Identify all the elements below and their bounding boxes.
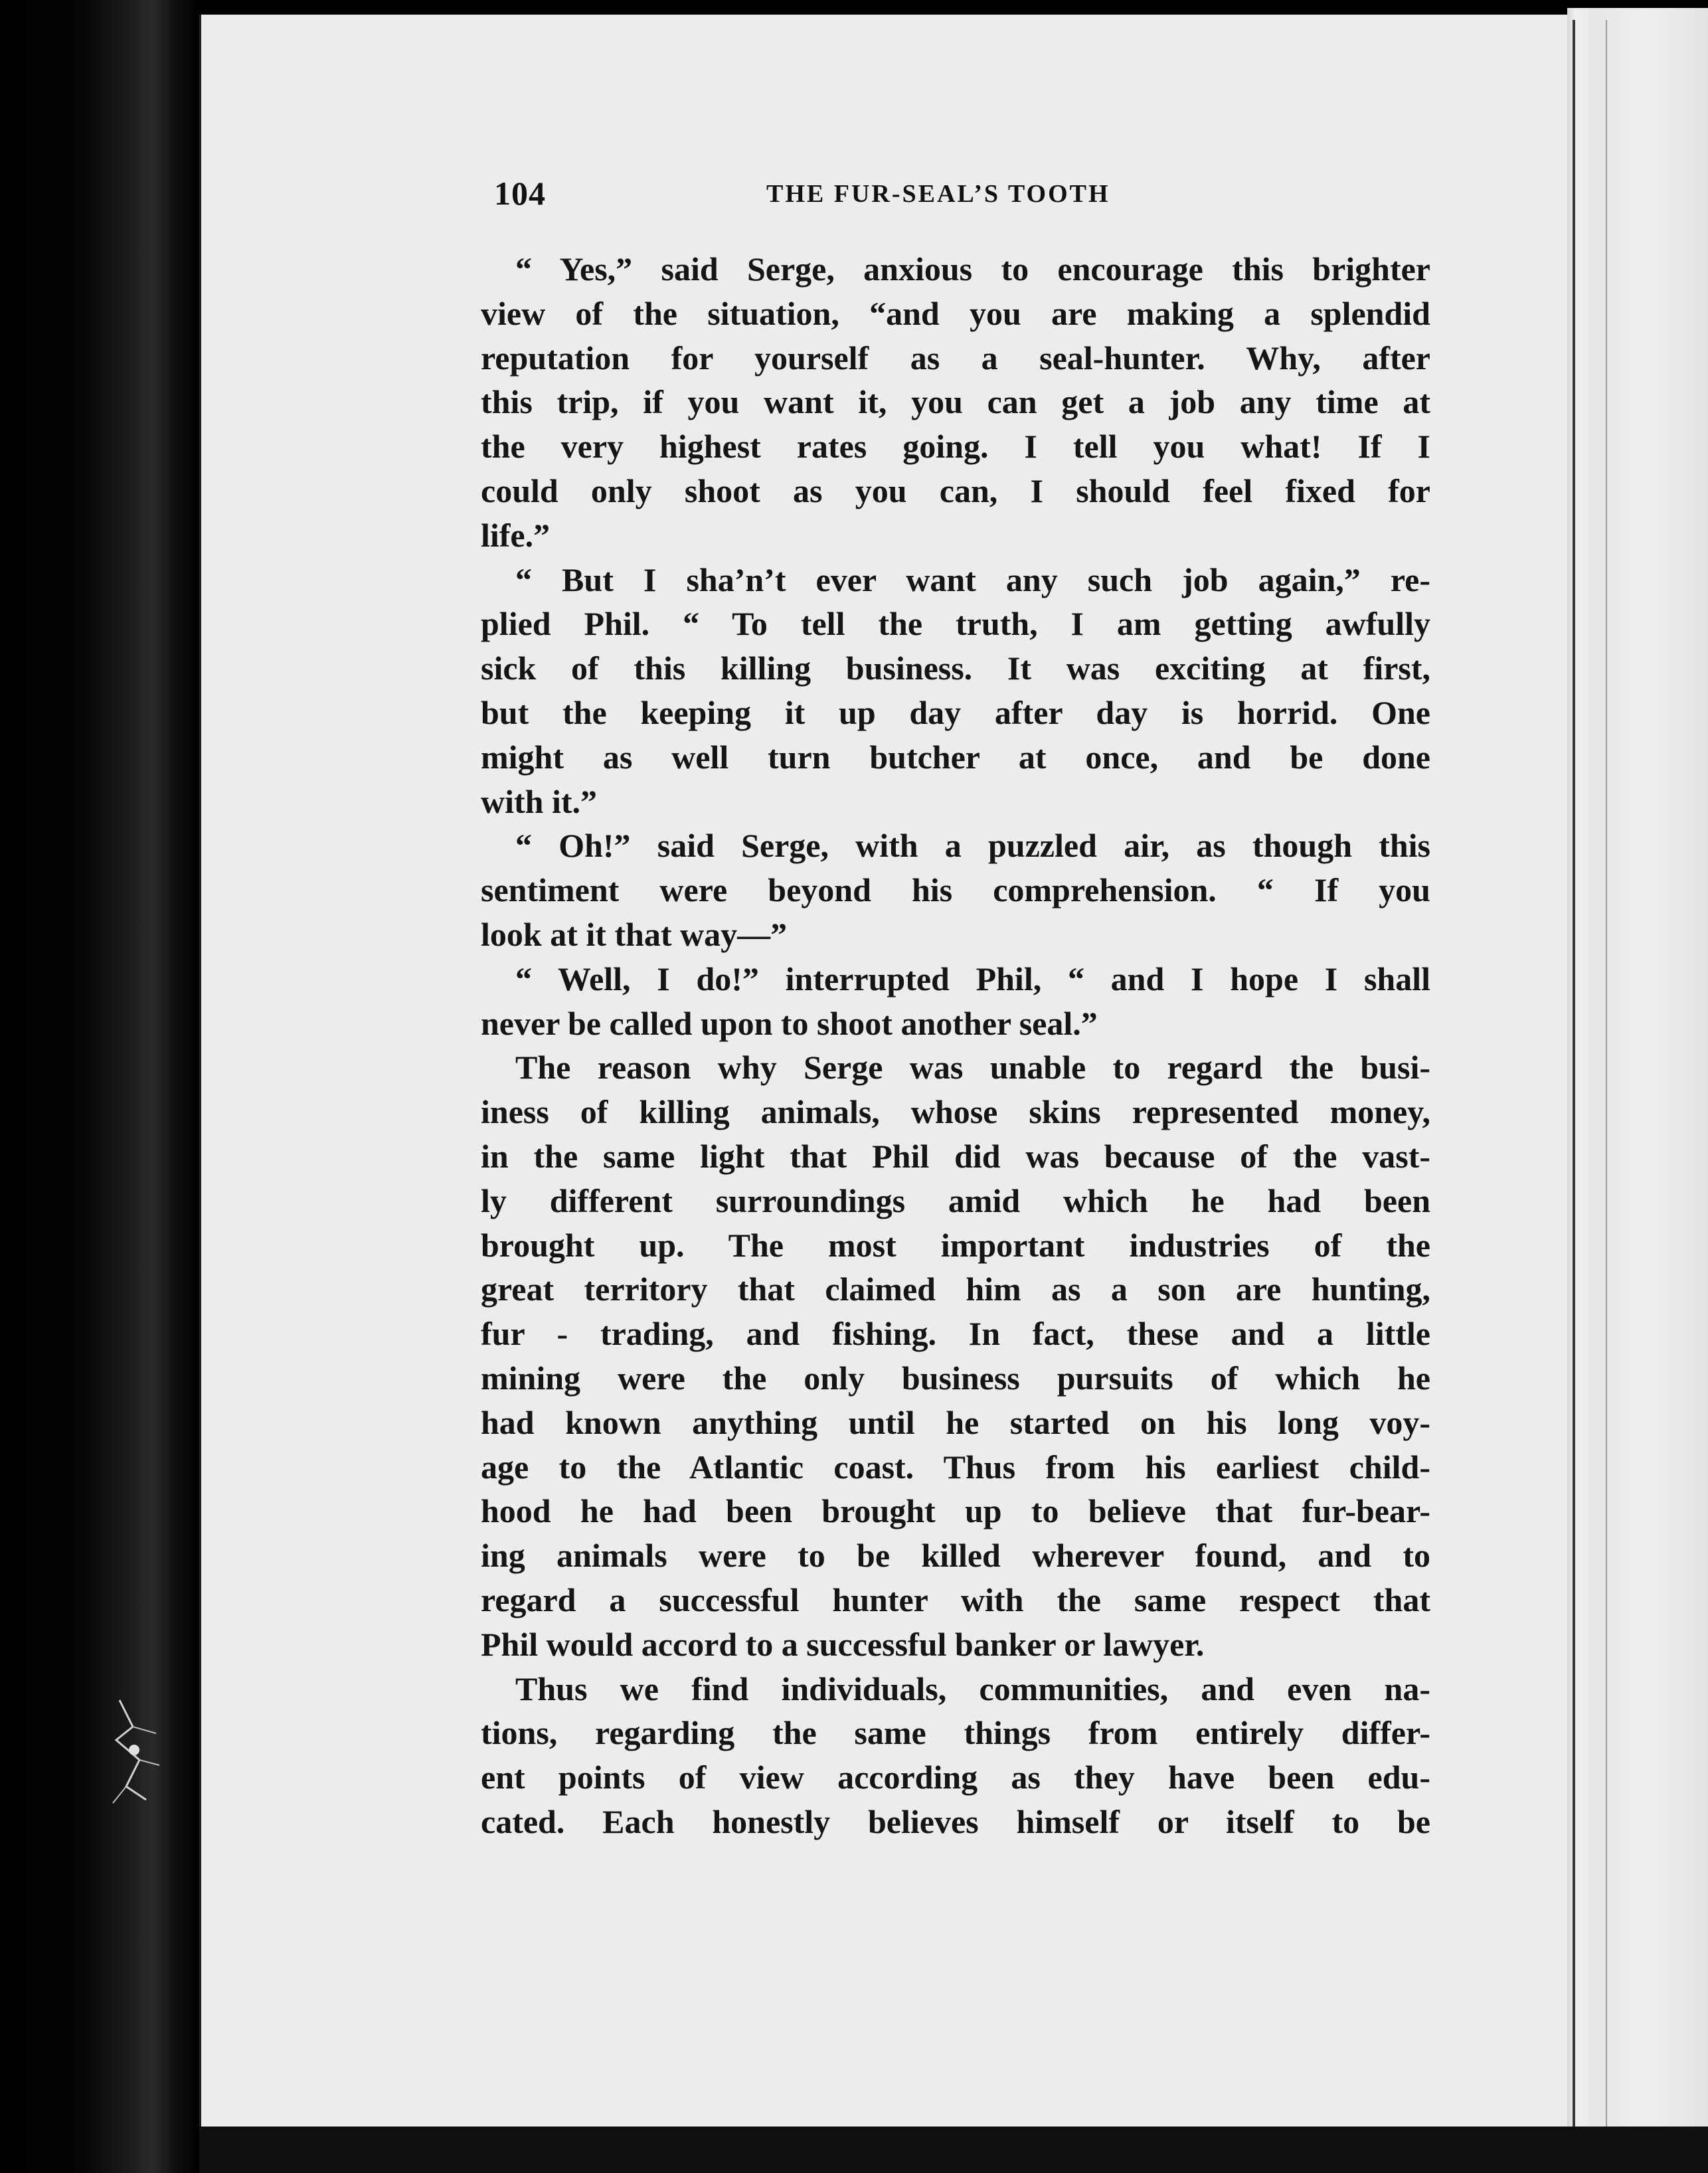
text-line: look at it that way—” [481,915,788,953]
text-line: the very highest rates going. I tell you what! If I [481,428,1430,466]
text-line: “ But I sha’n’t ever want any such job again,” re- [515,561,1430,598]
text-line: sentiment were beyond his comprehension. “ If you [481,871,1430,909]
text-line: The reason why Serge was unable to regard the busi- [515,1049,1430,1086]
page-number: 104 [494,175,546,212]
text-line: hood he had been brought up to believe that fur-bear- [481,1492,1430,1530]
text-line: view of the situation, “and you are making a splendid [481,294,1430,332]
running-head: THE FUR-SEAL’S TOOTH [766,180,1110,208]
text-line: ly different surroundings amid which he had been [481,1181,1430,1219]
text-line: tions, regarding the same things from entirely differ- [481,1714,1430,1752]
text-line: had known anything until he started on his long voy- [481,1403,1430,1441]
page-header [494,174,1425,220]
text-line: mining were the only business pursuits of which he [481,1359,1430,1397]
text-line: could only shoot as you can, I should feel fixed for [481,472,1430,509]
text-line: ing animals were to be killed wherever found, and to [481,1537,1430,1575]
text-line: “ Well, I do!” interrupted Phil, “ and I hope I shall [515,960,1430,998]
text-line: with it.” [481,782,597,820]
binding-wear-marks [93,1687,173,1820]
text-line: “ Yes,” said Serge, anxious to encourage this brighter [515,250,1430,288]
text-line: regard a successful hunter with the same respect that [481,1581,1430,1618]
book-binding [0,0,199,2173]
text-line: Thus we find individuals, communities, and even na- [515,1670,1430,1707]
text-line: reputation for yourself as a seal-hunter. Why, after [481,339,1430,377]
text-line: ent points of view according as they have been edu- [481,1759,1430,1796]
text-line: plied Phil. “ To tell the truth, I am getting awfully [481,605,1430,643]
text-line: in the same light that Phil did was because of the vast- [481,1137,1430,1175]
text-line: Phil would accord to a successful banker or lawyer. [481,1625,1205,1663]
text-line: might as well turn butcher at once, and be done [481,738,1430,776]
text-line: cated. Each honestly believes himself or itself to be [481,1802,1430,1840]
body-text [481,247,1430,1844]
text-line: sick of this killing business. It was exciting at first, [481,650,1430,687]
page-edge-line [1573,20,1575,2145]
text-line: great territory that claimed him as a son are hunting, [481,1270,1430,1308]
facing-page-edge [1567,8,1708,2173]
text-line: but the keeping it up day after day is horrid. One [481,693,1430,731]
text-line: iness of killing animals, whose skins represented money, [481,1093,1430,1131]
text-line: brought up. The most important industries of the [481,1226,1430,1264]
page-edge-line-faint [1606,20,1607,2145]
text-line: never be called upon to shoot another seal.” [481,1004,1098,1042]
text-line: age to the Atlantic coast. Thus from his earliest child- [481,1448,1430,1486]
text-line: “ Oh!” said Serge, with a puzzled air, as though this [515,827,1430,865]
scan-bottom-border [199,2127,1708,2173]
text-line: life.” [481,516,551,554]
text-line: this trip, if you want it, you can get a job any time at [481,383,1430,421]
text-line: fur - trading, and fishing. In fact, these and a little [481,1315,1430,1353]
